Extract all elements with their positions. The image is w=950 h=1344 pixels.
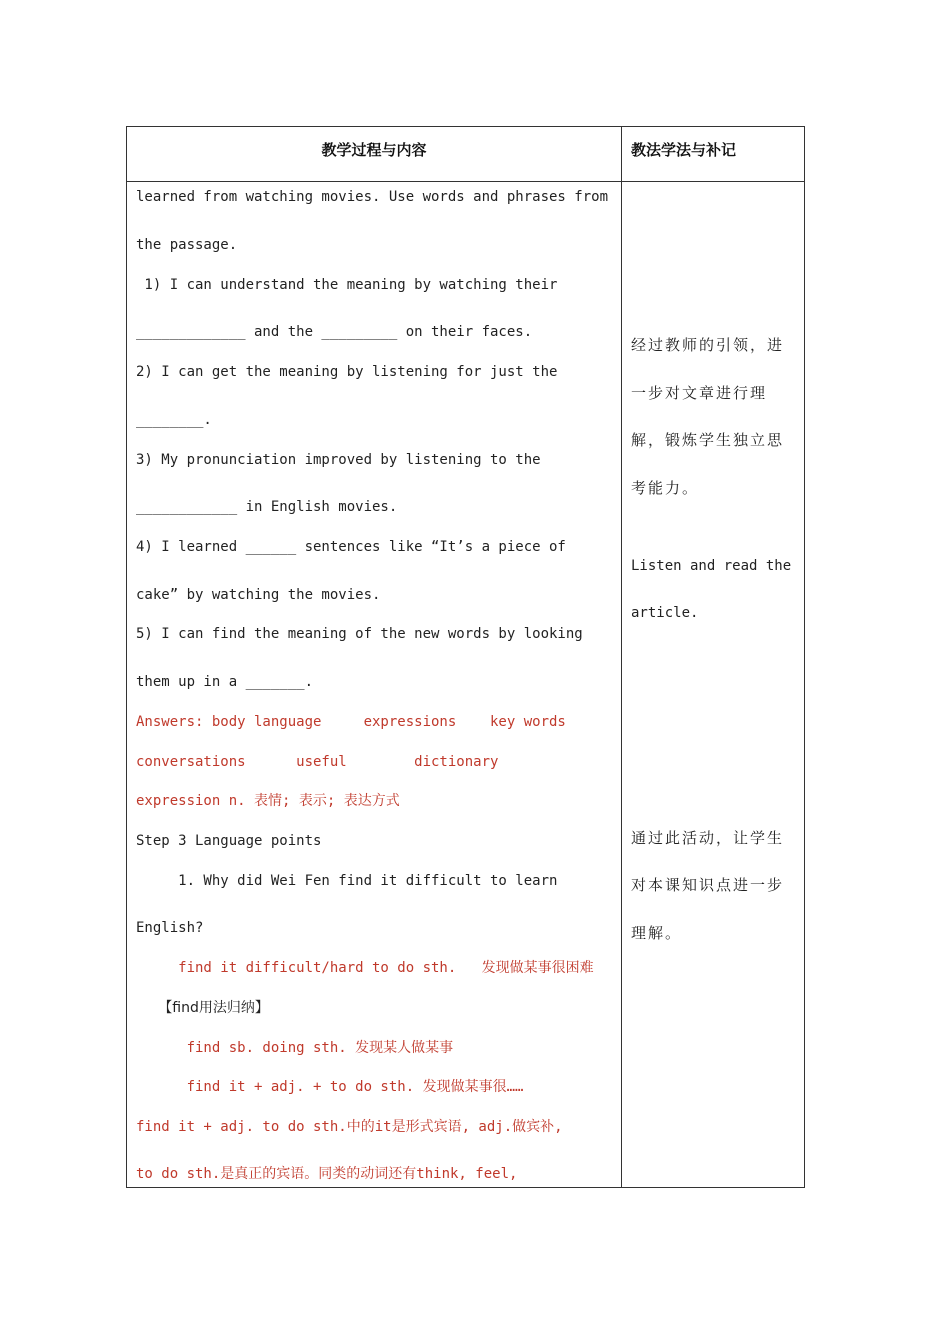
note-line: 理解。 <box>631 924 683 942</box>
grammar-line: find it + adj. + to do sth. 发现做某事很…… <box>136 1079 524 1095</box>
content-line: 3) My pronunciation improved by listening to the <box>136 452 541 468</box>
content-line: them up in a _______. <box>136 674 314 690</box>
header-teaching-content: 教学过程与内容 <box>321 141 427 159</box>
note-line: Listen and read the <box>631 558 792 574</box>
header-methods-notes: 教法学法与补记 <box>631 141 737 159</box>
step-heading: Step 3 Language points <box>136 833 322 849</box>
content-line: 2) I can get the meaning by listening for just the <box>136 364 558 380</box>
column-divider <box>621 127 622 1187</box>
question-line: 1. Why did Wei Fen find it difficult to learn <box>136 873 558 889</box>
grammar-line: to do sth.是真正的宾语。同类的动词还有think, feel, <box>136 1166 518 1182</box>
content-line: learned from watching movies. Use words and phrases from <box>136 189 609 205</box>
content-line: 1) I can understand the meaning by watching their <box>136 277 558 293</box>
content-line: 5) I can find the meaning of the new words by looking <box>136 626 583 642</box>
content-line: ________. <box>136 412 212 428</box>
content-line: cake” by watching the movies. <box>136 587 381 603</box>
question-line: English? <box>136 920 204 936</box>
note-line: 一步对文章进行理 <box>631 384 768 402</box>
content-line: 4) I learned ______ sentences like “It’s a piece of <box>136 539 566 555</box>
answers-line: Answers: body language expressions key words <box>136 714 566 730</box>
content-line: the passage. <box>136 237 238 253</box>
vocab-line: expression n. 表情; 表示; 表达方式 <box>136 793 400 809</box>
answers-line: conversations useful dictionary <box>136 754 499 770</box>
header-divider <box>127 181 804 182</box>
note-line: 通过此活动，让学生 <box>631 829 785 847</box>
grammar-line: find sb. doing sth. 发现某人做某事 <box>136 1040 454 1056</box>
content-line: _____________ and the _________ on their faces. <box>136 324 533 340</box>
note-line: 对本课知识点进一步 <box>631 876 785 894</box>
grammar-line: find it + adj. to do sth.中的it是形式宾语, adj.做宾补, <box>136 1119 563 1135</box>
note-line: article. <box>631 605 699 621</box>
note-line: 考能力。 <box>631 479 700 497</box>
grammar-heading: 【find用法归纳】 <box>136 1000 269 1016</box>
note-line: 经过教师的引领，进 <box>631 336 785 354</box>
note-line: 解，锻炼学生独立思 <box>631 431 785 449</box>
grammar-line: find it difficult/hard to do sth. 发现做某事很困难 <box>136 960 594 976</box>
content-line: ____________ in English movies. <box>136 499 398 515</box>
lesson-table <box>126 126 805 1188</box>
